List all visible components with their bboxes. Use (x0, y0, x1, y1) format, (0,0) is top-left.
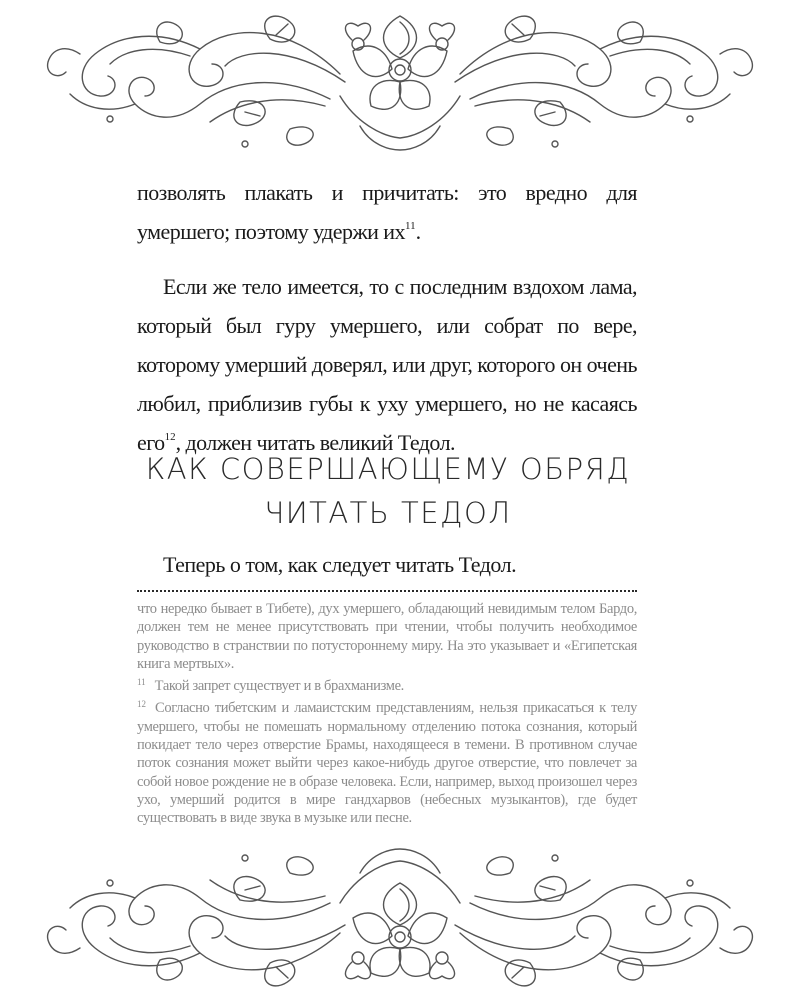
footnote-12 (137, 695, 637, 827)
footnote-ref-12[interactable]: 12 (164, 431, 176, 443)
footnote-12-number: 12 (137, 699, 146, 710)
body-paragraph-2-text: Если же тело имеется, то с последним вздохом лама, который был гуру умершего, или собрат по вере, которому умерший доверял, или друг, которого он очень любил, приблизив губы к уху умершего, но не касаясь его (137, 274, 637, 455)
footnote-ref-11[interactable]: 11 (404, 220, 416, 232)
footnote-11 (137, 673, 637, 695)
footnote-divider (137, 590, 637, 592)
body-paragraph-1 (137, 173, 637, 251)
footnote-12-text: Согласно тибетским и ламаистским представлениям, нельзя прикасаться к телу умершего, чтобы не помешать нормальному отделению потока сознания, который покидает тело через отверстие Брамы, находящееся в темени. В противном случае поток сознания может выйти через какое-нибудь другое отверстие, что повлечет за собой новое рождение не в образе человека. Если, например, выход произошел через ухо, умерший родится в мире гандхарвов (небесных музыкантов), где будет существовать в виде звука в музыке или песне. (137, 700, 637, 827)
bottom-floral-ornament (40, 838, 760, 998)
body-paragraph-1-end: . (415, 219, 421, 244)
main-body-text (137, 173, 637, 462)
body-paragraph-2 (137, 267, 637, 462)
section-lead-sentence: Теперь о том, как следует читать Тедол. (163, 552, 517, 577)
body-paragraph-1-text: позволять плакать и причитать: это вредно для умершего; поэтому удержи их (137, 180, 637, 244)
footnote-11-text: Такой запрет существует и в брахманизме. (154, 678, 404, 695)
section-heading (120, 447, 656, 535)
section-heading-line-2: ЧИТАТЬ ТЕДОЛ (264, 496, 512, 530)
top-floral-ornament (40, 4, 760, 154)
footnotes-block (137, 600, 637, 828)
section-heading-line-1: КАК СОВЕРШАЮЩЕМУ ОБРЯД (145, 452, 631, 486)
footnote-continuation: что нередко бывает в Тибете), дух умершего, обладающий невидимым телом Бардо, должен тем не менее присутствовать при чтении, чтобы получить необходимое руководство в странствии по потустороннему миру. На это указывает и «Египетская книга мертвых». (137, 601, 637, 672)
footnote-11-number: 11 (137, 677, 146, 688)
body-paragraph-2-end: , должен читать великий Тедол. (175, 430, 455, 455)
